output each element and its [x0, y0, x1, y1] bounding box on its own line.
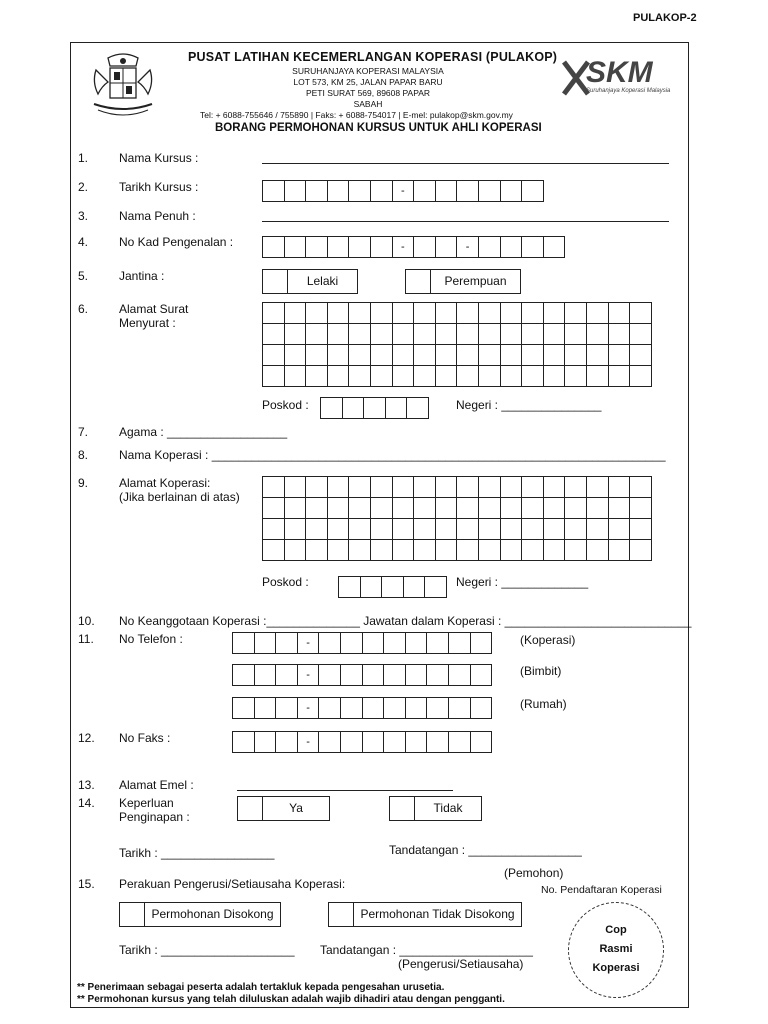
grid-cell[interactable]	[284, 324, 306, 345]
grid-cell[interactable]	[370, 477, 392, 498]
grid-cell[interactable]	[608, 519, 630, 540]
field-number: 1.	[78, 151, 89, 165]
grid-cell[interactable]	[457, 366, 479, 387]
grid-cell[interactable]	[370, 540, 392, 561]
grid-cell[interactable]	[478, 540, 500, 561]
grid-cell[interactable]	[435, 303, 457, 324]
grid-cell[interactable]	[500, 324, 522, 345]
grid-cell[interactable]	[543, 498, 565, 519]
grid-cell[interactable]	[284, 303, 306, 324]
nama-penuh-label: Nama Penuh :	[119, 209, 196, 223]
lelaki-checkbox[interactable]: Lelaki	[262, 269, 358, 294]
grid-cell[interactable]	[370, 498, 392, 519]
nama-penuh-input[interactable]	[262, 221, 669, 222]
grid-cell[interactable]	[630, 303, 652, 324]
no-kad-pengenalan-label: No Kad Pengenalan :	[119, 235, 234, 249]
tandatangan-pengerusi-field[interactable]: Tandatangan : ____________________	[320, 943, 533, 957]
grid-cell[interactable]	[435, 345, 457, 366]
grid-cell[interactable]	[263, 519, 285, 540]
keperluan-penginapan-label: Keperluan Penginapan :	[119, 796, 190, 824]
grid-cell[interactable]	[500, 366, 522, 387]
grid-cell[interactable]	[457, 345, 479, 366]
grid-cell[interactable]	[478, 366, 500, 387]
alamat-emel-input[interactable]	[237, 790, 453, 791]
grid-cell[interactable]	[349, 303, 371, 324]
skm-logo-caption: Suruhanjaya Koperasi Malaysia	[586, 88, 671, 94]
grid-cell[interactable]	[263, 303, 285, 324]
grid-cell[interactable]	[565, 540, 587, 561]
no-telefon-label: No Telefon :	[119, 632, 183, 646]
grid-cell[interactable]	[327, 345, 349, 366]
alamat-emel-label: Alamat Emel :	[119, 778, 194, 792]
grid-cell[interactable]	[263, 498, 285, 519]
grid-cell[interactable]	[306, 345, 328, 366]
grid-cell[interactable]	[327, 324, 349, 345]
grid-cell[interactable]	[543, 366, 565, 387]
grid-cell[interactable]	[284, 366, 306, 387]
tarikh-pemohon-field[interactable]: Tarikh : _________________	[119, 846, 275, 860]
grid-cell[interactable]	[565, 366, 587, 387]
grid-cell[interactable]	[414, 345, 436, 366]
skm-logo-text: SKM	[586, 56, 653, 89]
no-kad-pengenalan-boxes[interactable]: - -	[262, 236, 565, 258]
pemohon-label: (Pemohon)	[504, 866, 564, 880]
field-number: 4.	[78, 235, 89, 249]
header-contact: Tel: + 6088-755646 / 755890 | Faks: + 6088-754017 | E-mel: pulakop@skm.gov.my	[200, 110, 513, 120]
form-code: PULAKOP-2	[633, 12, 697, 24]
grid-cell[interactable]	[435, 498, 457, 519]
grid-cell[interactable]	[414, 477, 436, 498]
grid-cell[interactable]	[543, 519, 565, 540]
grid-cell[interactable]	[327, 477, 349, 498]
grid-cell[interactable]	[586, 303, 608, 324]
no-pendaftaran-label: No. Pendaftaran Koperasi	[541, 884, 662, 896]
field-number: 5.	[78, 269, 89, 283]
grid-cell[interactable]	[478, 498, 500, 519]
grid-cell[interactable]	[522, 477, 544, 498]
permohonan-tidak-disokong-checkbox[interactable]: Permohonan Tidak Disokong	[328, 902, 522, 927]
grid-cell[interactable]	[457, 519, 479, 540]
grid-cell[interactable]	[392, 303, 414, 324]
telefon-rumah-boxes[interactable]: -	[232, 697, 492, 719]
grid-cell[interactable]	[543, 345, 565, 366]
no-faks-boxes[interactable]: -	[232, 731, 492, 753]
grid-cell[interactable]	[392, 477, 414, 498]
alamat-surat-grid[interactable]	[262, 302, 652, 387]
field-number: 2.	[78, 180, 89, 194]
grid-cell[interactable]	[500, 519, 522, 540]
grid-cell[interactable]	[457, 303, 479, 324]
grid-cell[interactable]	[435, 366, 457, 387]
grid-cell[interactable]	[478, 345, 500, 366]
grid-cell[interactable]	[586, 366, 608, 387]
grid-cell[interactable]	[349, 477, 371, 498]
grid-cell[interactable]	[630, 498, 652, 519]
grid-cell[interactable]	[478, 324, 500, 345]
grid-cell[interactable]	[349, 345, 371, 366]
grid-cell[interactable]	[284, 540, 306, 561]
grid-cell[interactable]	[284, 519, 306, 540]
field-number: 15.	[78, 877, 95, 891]
grid-cell[interactable]	[608, 324, 630, 345]
grid-cell[interactable]	[414, 303, 436, 324]
coat-of-arms-icon	[88, 52, 158, 120]
cop-rasmi-stamp: Cop Rasmi Koperasi	[568, 902, 664, 998]
grid-cell[interactable]	[414, 324, 436, 345]
grid-cell[interactable]	[522, 324, 544, 345]
grid-cell[interactable]	[543, 324, 565, 345]
grid-cell[interactable]	[543, 477, 565, 498]
agama-field[interactable]: Agama : __________________	[119, 425, 288, 439]
grid-cell[interactable]	[608, 345, 630, 366]
grid-cell[interactable]	[306, 366, 328, 387]
grid-cell[interactable]	[435, 324, 457, 345]
grid-cell[interactable]	[349, 366, 371, 387]
grid-cell[interactable]	[630, 519, 652, 540]
grid-cell[interactable]	[349, 498, 371, 519]
field-number: 12.	[78, 731, 95, 745]
poskod-label: Poskod :	[262, 575, 309, 589]
grid-cell[interactable]	[565, 345, 587, 366]
alamat-koperasi-grid[interactable]	[262, 476, 652, 561]
grid-cell[interactable]	[306, 477, 328, 498]
grid-cell[interactable]	[630, 366, 652, 387]
permohonan-disokong-checkbox[interactable]: Permohonan Disokong	[119, 902, 281, 927]
grid-cell[interactable]	[327, 366, 349, 387]
telefon-rumah-label: (Rumah)	[520, 697, 567, 711]
grid-cell[interactable]	[565, 324, 587, 345]
grid-cell[interactable]	[586, 519, 608, 540]
grid-cell[interactable]	[478, 519, 500, 540]
alamat-koperasi-label: Alamat Koperasi: (Jika berlainan di atas)	[119, 476, 240, 504]
grid-cell[interactable]	[414, 519, 436, 540]
grid-cell[interactable]	[522, 345, 544, 366]
grid-cell[interactable]	[543, 540, 565, 561]
grid-cell[interactable]	[370, 366, 392, 387]
grid-cell[interactable]	[327, 303, 349, 324]
telefon-koperasi-boxes[interactable]: -	[232, 632, 492, 654]
grid-cell[interactable]	[306, 498, 328, 519]
grid-cell[interactable]	[349, 519, 371, 540]
grid-cell[interactable]	[565, 477, 587, 498]
grid-cell[interactable]	[327, 540, 349, 561]
grid-cell[interactable]	[565, 303, 587, 324]
grid-cell[interactable]	[392, 366, 414, 387]
grid-cell[interactable]	[370, 303, 392, 324]
grid-cell[interactable]	[457, 477, 479, 498]
grid-cell[interactable]	[414, 540, 436, 561]
grid-cell[interactable]	[586, 477, 608, 498]
grid-cell[interactable]	[306, 519, 328, 540]
grid-cell[interactable]	[414, 498, 436, 519]
grid-cell[interactable]	[478, 303, 500, 324]
grid-cell[interactable]	[306, 324, 328, 345]
negeri-field[interactable]: Negeri : _______________	[456, 398, 602, 412]
grid-cell[interactable]	[284, 477, 306, 498]
grid-cell[interactable]	[263, 324, 285, 345]
nama-kursus-label: Nama Kursus :	[119, 151, 199, 165]
perempuan-checkbox[interactable]: Perempuan	[405, 269, 521, 294]
field-number: 3.	[78, 209, 89, 223]
grid-cell[interactable]	[370, 324, 392, 345]
field-number: 6.	[78, 302, 89, 316]
poskod-boxes[interactable]	[338, 576, 447, 598]
nama-koperasi-field[interactable]: Nama Koperasi : ____________________________________________________________________	[119, 448, 666, 462]
jantina-label: Jantina :	[119, 269, 165, 283]
grid-cell[interactable]	[392, 345, 414, 366]
field-number: 11.	[78, 632, 94, 646]
grid-cell[interactable]	[630, 345, 652, 366]
poskod-boxes[interactable]	[320, 397, 429, 419]
grid-cell[interactable]	[457, 540, 479, 561]
tidak-checkbox[interactable]: Tidak	[389, 796, 482, 821]
grid-cell[interactable]	[500, 303, 522, 324]
grid-cell[interactable]	[630, 540, 652, 561]
nama-kursus-input[interactable]	[262, 163, 669, 164]
grid-cell[interactable]	[522, 303, 544, 324]
grid-cell[interactable]	[457, 324, 479, 345]
grid-cell[interactable]	[586, 498, 608, 519]
pengerusi-label: (Pengerusi/Setiausaha)	[398, 957, 524, 971]
grid-cell[interactable]	[284, 345, 306, 366]
grid-cell[interactable]	[500, 540, 522, 561]
grid-cell[interactable]	[284, 498, 306, 519]
footnote: ** Permohonan kursus yang telah diluluskan adalah wajib dihadiri atau dengan pengganti.	[77, 994, 505, 1005]
grid-cell[interactable]	[586, 540, 608, 561]
grid-cell[interactable]	[370, 519, 392, 540]
grid-cell[interactable]	[435, 477, 457, 498]
grid-cell[interactable]	[565, 498, 587, 519]
grid-cell[interactable]	[522, 540, 544, 561]
grid-cell[interactable]	[522, 498, 544, 519]
header-address: SURUHANJAYA KOPERASI MALAYSIA LOT 573, KM 25, JALAN PAPAR BARU PETI SURAT 569, 89608 PAPAR SABAH	[292, 66, 444, 109]
grid-cell[interactable]	[392, 540, 414, 561]
grid-cell[interactable]	[457, 498, 479, 519]
field-number: 10.	[78, 614, 95, 628]
telefon-koperasi-label: (Koperasi)	[520, 633, 576, 647]
grid-cell[interactable]	[565, 519, 587, 540]
grid-cell[interactable]	[608, 366, 630, 387]
grid-cell[interactable]	[349, 324, 371, 345]
grid-cell[interactable]	[478, 477, 500, 498]
grid-cell[interactable]	[306, 303, 328, 324]
field-number: 9.	[78, 476, 89, 490]
grid-cell[interactable]	[263, 345, 285, 366]
grid-cell[interactable]	[392, 498, 414, 519]
grid-cell[interactable]	[306, 540, 328, 561]
grid-cell[interactable]	[349, 540, 371, 561]
grid-cell[interactable]	[608, 498, 630, 519]
grid-cell[interactable]	[263, 540, 285, 561]
grid-cell[interactable]	[263, 477, 285, 498]
poskod-label: Poskod :	[262, 398, 309, 412]
telefon-bimbit-label: (Bimbit)	[520, 664, 562, 678]
grid-cell[interactable]	[608, 540, 630, 561]
grid-cell[interactable]	[630, 477, 652, 498]
grid-cell[interactable]	[263, 366, 285, 387]
grid-cell[interactable]	[392, 324, 414, 345]
field-number: 7.	[78, 425, 89, 439]
grid-cell[interactable]	[370, 345, 392, 366]
grid-cell[interactable]	[435, 519, 457, 540]
ya-checkbox[interactable]: Ya	[237, 796, 330, 821]
keanggotaan-jawatan-field[interactable]: No Keanggotaan Koperasi :______________ Jawatan dalam Koperasi : ____________________________	[119, 614, 692, 628]
grid-cell[interactable]	[586, 345, 608, 366]
form-title: BORANG PERMOHONAN KURSUS UNTUK AHLI KOPERASI	[215, 122, 542, 134]
footnote: ** Penerimaan sebagai peserta adalah tertakluk kepada pengesahan urusetia.	[77, 982, 445, 993]
grid-cell[interactable]	[586, 324, 608, 345]
tarikh-kursus-label: Tarikh Kursus :	[119, 180, 199, 194]
telefon-bimbit-boxes[interactable]: -	[232, 664, 492, 686]
grid-cell[interactable]	[522, 366, 544, 387]
no-faks-label: No Faks :	[119, 731, 171, 745]
grid-cell[interactable]	[414, 366, 436, 387]
field-number: 8.	[78, 448, 89, 462]
alamat-surat-label: Alamat Surat Menyurat :	[119, 302, 189, 330]
grid-cell[interactable]	[608, 477, 630, 498]
tandatangan-pemohon-field[interactable]: Tandatangan : _________________	[389, 843, 582, 857]
grid-cell[interactable]	[500, 345, 522, 366]
field-number: 13.	[78, 778, 95, 792]
tarikh-pengerusi-field[interactable]: Tarikh : ____________________	[119, 943, 295, 957]
grid-cell[interactable]	[630, 324, 652, 345]
grid-cell[interactable]	[435, 540, 457, 561]
perakuan-label: Perakuan Pengerusi/Setiausaha Koperasi:	[119, 877, 346, 891]
grid-cell[interactable]	[543, 303, 565, 324]
grid-cell[interactable]	[327, 498, 349, 519]
grid-cell[interactable]	[327, 519, 349, 540]
grid-cell[interactable]	[392, 519, 414, 540]
grid-cell[interactable]	[522, 519, 544, 540]
field-number: 14.	[78, 796, 95, 810]
tarikh-kursus-boxes[interactable]: -	[262, 180, 544, 202]
grid-cell[interactable]	[500, 477, 522, 498]
grid-cell[interactable]	[608, 303, 630, 324]
header-title: PUSAT LATIHAN KECEMERLANGAN KOPERASI (PULAKOP)	[188, 50, 558, 64]
negeri-field[interactable]: Negeri : _____________	[456, 575, 589, 589]
grid-cell[interactable]	[500, 498, 522, 519]
